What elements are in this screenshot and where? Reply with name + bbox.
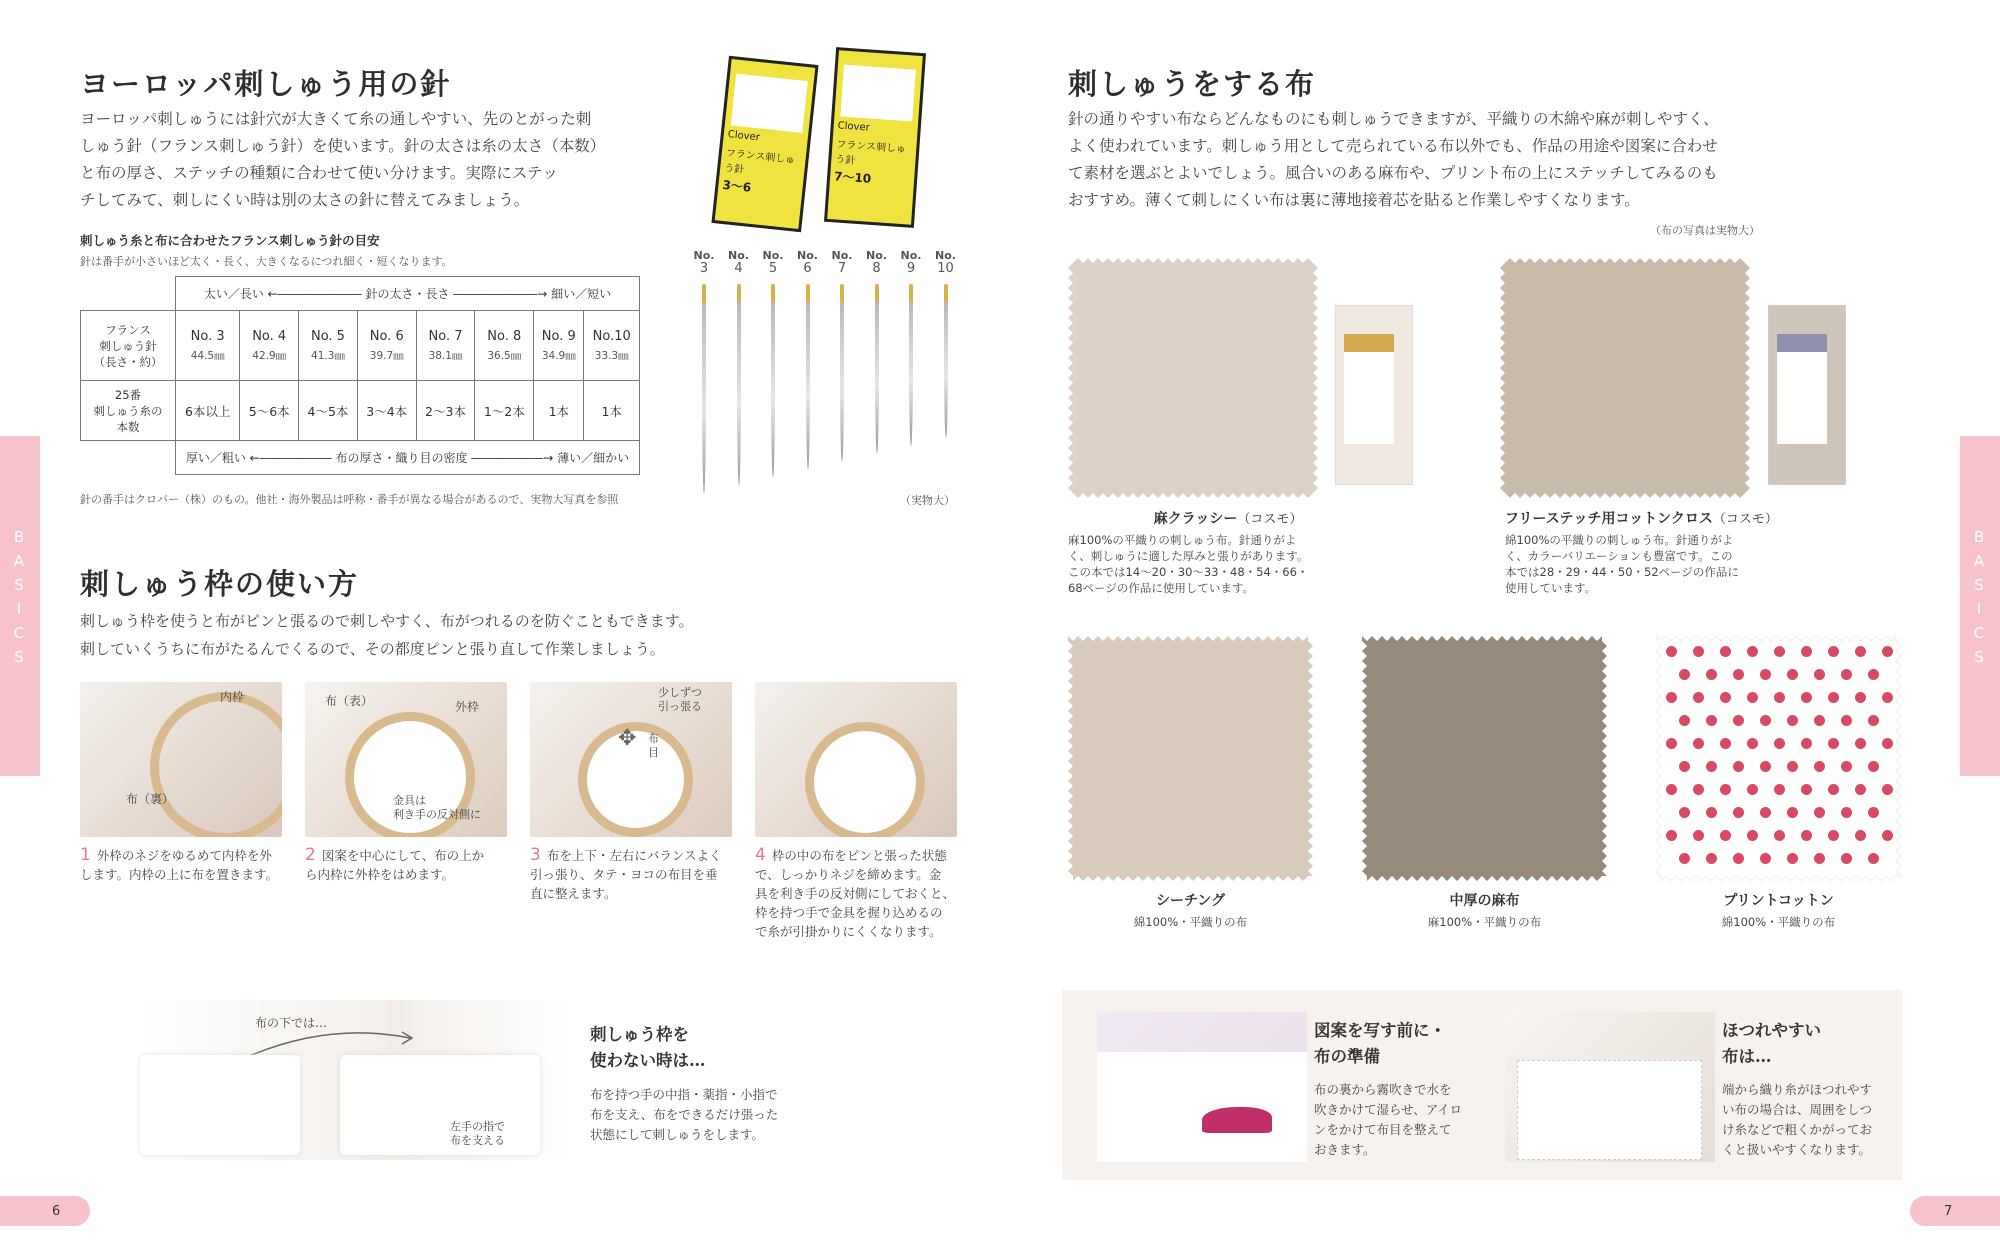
polka-dot bbox=[1733, 807, 1744, 818]
polka-dot bbox=[1679, 761, 1690, 772]
polka-dot bbox=[1787, 807, 1798, 818]
needle-image bbox=[875, 284, 879, 454]
step-2-caption: 2 図案を中心にして、布の上か ら内枠に外枠をはめます。 bbox=[305, 845, 485, 882]
polka-dot bbox=[1693, 784, 1704, 795]
polka-dot bbox=[1693, 646, 1704, 657]
polka-dot bbox=[1828, 830, 1839, 841]
polka-dot bbox=[1720, 830, 1731, 841]
fabric-name: フリーステッチ用コットンクロス（コスモ） bbox=[1505, 511, 1778, 527]
needle-size-cell: No. 8 36.5㎜ bbox=[475, 311, 534, 381]
side-tab-right bbox=[1960, 436, 2000, 776]
polka-dot bbox=[1774, 692, 1785, 703]
polka-dot bbox=[1787, 669, 1798, 680]
needle-image bbox=[771, 284, 775, 478]
polka-dot bbox=[1882, 738, 1893, 749]
fabric-info-sheeting bbox=[1068, 890, 1313, 930]
polka-dot bbox=[1679, 715, 1690, 726]
polka-dot bbox=[1774, 646, 1785, 657]
polka-dot bbox=[1801, 784, 1812, 795]
strands-cell: 1本 bbox=[584, 381, 640, 441]
fabric-desc: 麻100%・平織りの布 bbox=[1427, 915, 1542, 929]
polka-dot bbox=[1733, 669, 1744, 680]
no-hoop-title: 刺しゅう枠を 使わない時は… bbox=[590, 1025, 706, 1070]
needle-item bbox=[690, 250, 718, 494]
needle-size-cell: No. 4 42.9㎜ bbox=[240, 311, 299, 381]
polka-dot bbox=[1747, 738, 1758, 749]
polka-dot bbox=[1706, 669, 1717, 680]
needle-image bbox=[944, 284, 948, 438]
polka-dot bbox=[1774, 830, 1785, 841]
fabric-swatch-linen bbox=[1362, 636, 1607, 881]
needle-number-label: 10 bbox=[937, 261, 954, 276]
asa-classy-package bbox=[1335, 305, 1413, 485]
polka-dot bbox=[1787, 715, 1798, 726]
needle-image bbox=[909, 284, 913, 446]
polka-dot bbox=[1733, 715, 1744, 726]
needle-table-note: 針の番手はクロバー（株）のもの。他社・海外製品は呼称・番手が異なる場合があるので、実物大写真を参照 bbox=[80, 493, 619, 506]
step-3-caption: 3 布を上下・左右にバランスよく 引っ張り、タテ・ヨコの布目を垂 直に整えます。 bbox=[530, 845, 722, 901]
fabric-desc: 麻100%の平織りの刺しゅう布。針通りがよ く、刺しゅうに適した厚みと張りがあります。 この本では14〜20・30〜33・48・54・66・ 68ページの作品に使用しています。 bbox=[1068, 533, 1309, 595]
page-number-right: 7 bbox=[1910, 1196, 2000, 1226]
polka-dot bbox=[1801, 646, 1812, 657]
polka-dot bbox=[1747, 784, 1758, 795]
needle-number-label: 7 bbox=[837, 261, 847, 276]
polka-dot bbox=[1841, 853, 1852, 864]
fraying-title: ほつれやすい 布は… bbox=[1722, 1021, 1821, 1066]
strands-row-header: 25番 刺しゅう糸の 本数 bbox=[81, 381, 176, 441]
polka-dot bbox=[1814, 669, 1825, 680]
polka-dot bbox=[1693, 830, 1704, 841]
strands-cell: 6本以上 bbox=[176, 381, 240, 441]
step-1-caption: 1 外枠のネジをゆるめて内枠を外 します。内枠の上に布を置きます。 bbox=[80, 845, 279, 882]
needle-size-cell: No.10 33.3㎜ bbox=[584, 311, 640, 381]
needle-scale-top: 太い／長い ←――――――― 針の太さ・長さ ―――――――→ 細い／短い bbox=[176, 277, 640, 311]
polka-dot bbox=[1801, 738, 1812, 749]
needle-section-title: ヨーロッパ刺しゅう用の針 bbox=[80, 67, 452, 101]
polka-dot bbox=[1733, 761, 1744, 772]
fabric-name: シーチング bbox=[1155, 893, 1226, 909]
actual-size-label: （実物大） bbox=[900, 494, 955, 507]
polka-dot bbox=[1855, 830, 1866, 841]
strands-cell: 3〜4本 bbox=[357, 381, 416, 441]
polka-dot bbox=[1801, 830, 1812, 841]
needle-item bbox=[828, 250, 856, 462]
fabric-section-title: 刺しゅうをする布 bbox=[1068, 67, 1317, 101]
strands-cell: 5〜6本 bbox=[240, 381, 299, 441]
polka-dot bbox=[1841, 807, 1852, 818]
fraying-fabric-photo bbox=[1505, 1012, 1715, 1162]
needle-table-title: 刺しゅう糸と布に合わせたフランス刺しゅう針の目安 bbox=[80, 233, 380, 248]
fabric-prep-text: 布の裏から霧吹きで水を 吹きかけて湿らせ、アイロ ンをかけて布目を整えて おきます。 bbox=[1314, 1082, 1463, 1157]
fabric-swatch-image bbox=[1362, 636, 1607, 881]
polka-dot bbox=[1693, 738, 1704, 749]
polka-dot bbox=[1679, 853, 1690, 864]
fraying-text: 端から織り糸がほつれやす い布の場合は、周囲をしつ け糸などで粗くかがってお くと扱いやすくなります。 bbox=[1722, 1082, 1873, 1157]
cotton-cloth-package bbox=[1768, 305, 1846, 485]
needle-item bbox=[725, 250, 753, 486]
polka-dot bbox=[1868, 715, 1879, 726]
fabric-name: 麻クラッシー（コスモ） bbox=[1153, 511, 1303, 527]
polka-dot bbox=[1882, 646, 1893, 657]
no-hoop-photo: 布の下では… 左手の指で 布を支える bbox=[140, 1000, 570, 1160]
step-4-caption: 4 枠の中の布をピンと張った状態 で、しっかりネジを締めます。金 具を利き手の反対側にしておくと、 枠を持つ手で金具を握り込めるの で糸が引掛かりにくくなります。 bbox=[755, 845, 956, 939]
needle-size-cell: No. 3 44.5㎜ bbox=[176, 311, 240, 381]
polka-dot bbox=[1855, 784, 1866, 795]
needle-number-label: 3 bbox=[699, 261, 709, 276]
polka-dot bbox=[1733, 853, 1744, 864]
fabric-photo-note: （布の写真は実物大） bbox=[1650, 224, 1760, 237]
needle-no-label: No. bbox=[866, 249, 887, 262]
needle-number-label: 5 bbox=[768, 261, 778, 276]
polka-dot bbox=[1706, 715, 1717, 726]
needle-item bbox=[759, 250, 787, 478]
polka-dot bbox=[1868, 669, 1879, 680]
polka-dot bbox=[1882, 692, 1893, 703]
needle-item bbox=[897, 250, 925, 446]
polka-dot bbox=[1774, 784, 1785, 795]
iron-icon bbox=[1202, 1107, 1272, 1133]
needle-table-subtitle: 針は番手が小さいほど太く・長く、大きくなるにつれ細く・短くなります。 bbox=[80, 255, 453, 268]
needle-number-label: 4 bbox=[734, 261, 743, 276]
fabric-swatch-image bbox=[1068, 636, 1313, 881]
polka-dot bbox=[1720, 692, 1731, 703]
fabric-swatch-image bbox=[1068, 258, 1318, 498]
side-tab-left bbox=[0, 436, 40, 776]
polka-dot bbox=[1787, 853, 1798, 864]
needle-section-body: ヨーロッパ刺しゅうには針穴が大きくて糸の通しやすい、先のとがった刺 しゅう針（フランス刺しゅう針）を使います。針の太さは糸の太さ（本数） と布の厚さ、ステッチの種類に合わせて使い分けます。実際にステッ チしてみて、刺しにくい時は別の太さの針に替えてみましょう。 bbox=[80, 110, 606, 209]
fabric-desc: 綿100%・平織りの布 bbox=[1133, 915, 1248, 929]
needle-item bbox=[932, 250, 960, 438]
fabric-info-linen bbox=[1362, 890, 1607, 930]
polka-dot bbox=[1666, 646, 1677, 657]
needle-no-label: No. bbox=[935, 249, 956, 262]
polka-dot bbox=[1679, 807, 1690, 818]
needle-item bbox=[794, 250, 822, 470]
needle-number-label: 9 bbox=[906, 261, 916, 276]
polka-dot bbox=[1828, 692, 1839, 703]
fabric-name: 中厚の麻布 bbox=[1449, 893, 1520, 909]
polka-dot bbox=[1828, 646, 1839, 657]
polka-dot bbox=[1720, 738, 1731, 749]
needle-package-2: Clover フランス刺しゅう針 7〜10 bbox=[824, 47, 926, 228]
polka-dot bbox=[1706, 761, 1717, 772]
polka-dot bbox=[1801, 692, 1812, 703]
strands-cell: 2〜3本 bbox=[416, 381, 475, 441]
needle-image bbox=[806, 284, 810, 470]
polka-dot bbox=[1679, 669, 1690, 680]
polka-dot bbox=[1666, 692, 1677, 703]
hoop-section-body: 刺しゅう枠を使うと布がピンと張るので刺しやすく、布がつれるのを防ぐこともできます。 刺していくうちに布がたるんでくるので、その都度ピンと張り直して作業しましょう。 bbox=[80, 612, 694, 658]
fabric-swatch-print-cotton bbox=[1656, 636, 1901, 881]
step-1-photo: 内枠 布（裏） bbox=[80, 682, 282, 837]
polka-dot bbox=[1855, 692, 1866, 703]
hoop-section-title: 刺しゅう枠の使い方 bbox=[80, 567, 360, 601]
needle-image bbox=[702, 284, 706, 494]
strands-cell: 1〜2本 bbox=[475, 381, 534, 441]
needle-image bbox=[737, 284, 741, 486]
polka-dot bbox=[1666, 784, 1677, 795]
polka-dot bbox=[1760, 715, 1771, 726]
needle-image bbox=[840, 284, 844, 462]
needle-number-label: 8 bbox=[872, 261, 881, 276]
polka-dot bbox=[1720, 784, 1731, 795]
polka-dot bbox=[1760, 669, 1771, 680]
fabric-name: プリントコットン bbox=[1723, 893, 1834, 909]
fabric-section-body: 針の通りやすい布ならどんなものにも刺しゅうできますが、平織りの木綿や麻が刺しやすく、 よく使われています。刺しゅう用として売られている布以外でも、作品の用途や図案に合わせ て素材を選ぶとよいでしょう。風合いのある麻布や、プリント布の上にステッチしてみるのも おすすめ。薄くて刺しにくい布は裏に薄地接着芯を貼ると作業しやすくなります。 bbox=[1068, 110, 1719, 209]
needle-packages-photo bbox=[680, 50, 980, 250]
needle-number-label: 6 bbox=[803, 261, 812, 276]
ironing-photo bbox=[1097, 1012, 1307, 1162]
polka-dot bbox=[1841, 761, 1852, 772]
fabric-info-asa-classy bbox=[1068, 508, 1388, 596]
needle-size-cell: No. 6 39.7㎜ bbox=[357, 311, 416, 381]
polka-dot bbox=[1693, 692, 1704, 703]
side-tab-label-left: B A S I C S bbox=[13, 528, 27, 666]
fabric-info-cotton-cloth bbox=[1505, 508, 1825, 596]
page-number-left: 6 bbox=[0, 1196, 90, 1226]
needle-no-label: No. bbox=[693, 249, 715, 262]
polka-dot bbox=[1882, 830, 1893, 841]
needle-no-label: No. bbox=[728, 249, 749, 262]
polka-dot bbox=[1666, 830, 1677, 841]
fabric-swatch-sheeting bbox=[1068, 636, 1313, 881]
polka-dot bbox=[1855, 738, 1866, 749]
needle-no-label: No. bbox=[900, 249, 922, 262]
no-hoop-text: 布を持つ手の中指・薬指・小指で 布を支え、布をできるだけ張った 状態にして刺しゅうをします。 bbox=[590, 1087, 779, 1142]
polka-dot bbox=[1868, 761, 1879, 772]
needle-item bbox=[863, 250, 891, 454]
polka-dot bbox=[1747, 692, 1758, 703]
fabric-scale-bottom: 厚い／粗い ←―――――― 布の厚さ・織り目の密度 ――――――→ 薄い／細かい bbox=[176, 441, 640, 475]
polka-dot bbox=[1706, 853, 1717, 864]
needle-size-cell: No. 9 34.9㎜ bbox=[534, 311, 584, 381]
polka-dot bbox=[1828, 738, 1839, 749]
polka-dot bbox=[1814, 761, 1825, 772]
polka-dot bbox=[1760, 761, 1771, 772]
fabric-swatch-image bbox=[1500, 258, 1750, 498]
needle-size-cell: No. 5 41.3㎜ bbox=[299, 311, 358, 381]
needle-package-1: Clover フランス刺しゅう針 3〜6 bbox=[711, 56, 818, 232]
polka-dot bbox=[1814, 715, 1825, 726]
needles-actual-size-photo bbox=[682, 250, 962, 510]
polka-dot bbox=[1855, 646, 1866, 657]
fabric-desc: 綿100%・平織りの布 bbox=[1721, 915, 1836, 929]
polka-dot bbox=[1828, 784, 1839, 795]
polka-dot bbox=[1666, 738, 1677, 749]
polka-dot bbox=[1720, 646, 1731, 657]
polka-dot bbox=[1882, 784, 1893, 795]
polka-dot bbox=[1706, 807, 1717, 818]
fabric-tips-box bbox=[1062, 990, 1902, 1180]
fabric-prep-title: 図案を写す前に・ 布の準備 bbox=[1314, 1021, 1446, 1066]
polka-dot bbox=[1868, 853, 1879, 864]
polka-dot bbox=[1841, 669, 1852, 680]
strands-cell: 4〜5本 bbox=[299, 381, 358, 441]
side-tab-label-right: B A S I C S bbox=[1973, 528, 1987, 666]
step-2-photo: 布（表） 外枠 金具は 利き手の反対側に bbox=[305, 682, 507, 837]
needle-no-label: No. bbox=[797, 249, 818, 262]
fabric-swatch-image bbox=[1656, 636, 1901, 881]
polka-dot bbox=[1760, 853, 1771, 864]
polka-dot bbox=[1868, 807, 1879, 818]
fabric-desc: 綿100%の平織りの刺しゅう布。針通りがよ く、カラーバリエーションも豊富です。この 本では28・29・44・50・52ページの作品に 使用しています。 bbox=[1505, 533, 1739, 595]
polka-dot bbox=[1747, 830, 1758, 841]
polka-dot bbox=[1841, 715, 1852, 726]
needle-row-header: フランス 刺しゅう針 （長さ・約） bbox=[81, 311, 176, 381]
fabric-swatch-asa-classy bbox=[1068, 258, 1318, 498]
needle-no-label: No. bbox=[831, 249, 853, 262]
needle-size-cell: No. 7 38.1㎜ bbox=[416, 311, 475, 381]
fabric-info-print-cotton bbox=[1656, 890, 1901, 930]
fabric-swatch-cotton-cloth bbox=[1500, 258, 1750, 498]
polka-dot bbox=[1760, 807, 1771, 818]
polka-dot bbox=[1814, 807, 1825, 818]
polka-dot bbox=[1747, 646, 1758, 657]
strands-cell: 1本 bbox=[534, 381, 584, 441]
polka-dot bbox=[1814, 853, 1825, 864]
step-3-photo: 少しずつ 引っ張る 布 目 ✥ bbox=[530, 682, 732, 837]
polka-dot bbox=[1774, 738, 1785, 749]
step-4-photo bbox=[755, 682, 957, 837]
needle-size-table bbox=[80, 276, 640, 475]
polka-dot bbox=[1787, 761, 1798, 772]
needle-no-label: No. bbox=[762, 249, 784, 262]
